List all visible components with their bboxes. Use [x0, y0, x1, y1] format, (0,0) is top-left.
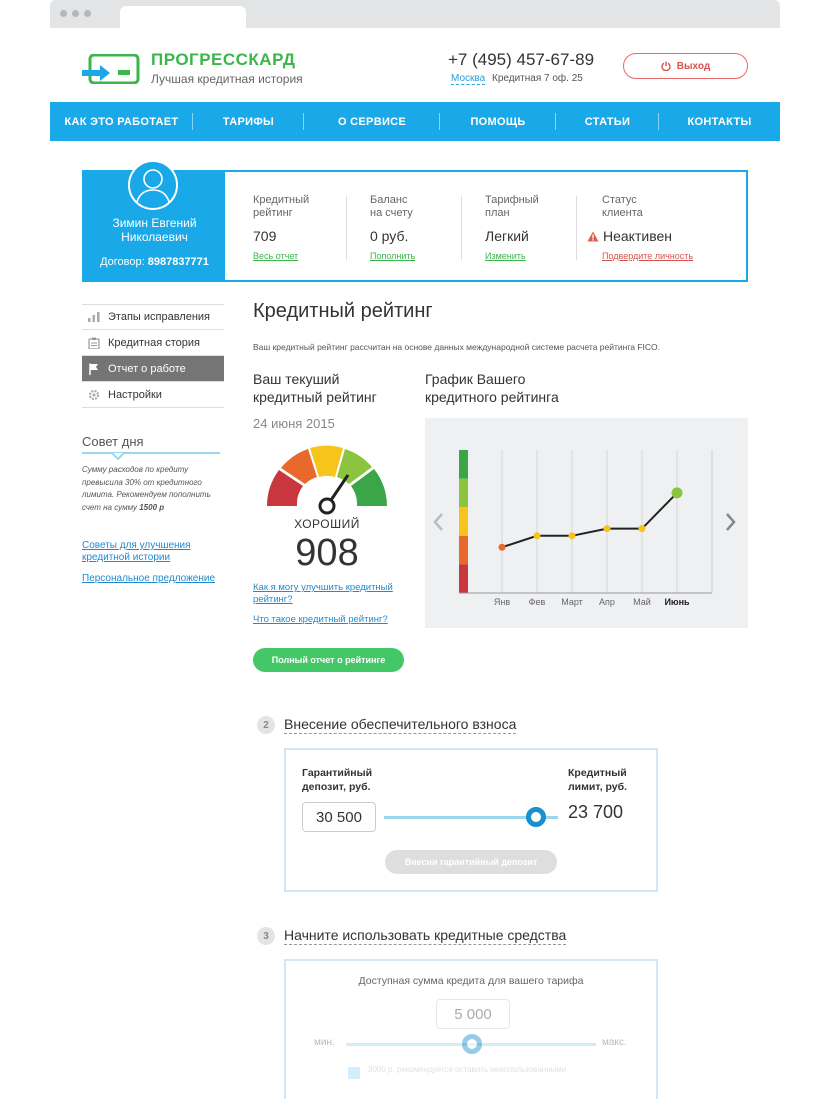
- step-title: Внесение обеспечительного взноса: [284, 716, 517, 732]
- sidebar-item-repair-stages[interactable]: [82, 304, 224, 330]
- full-report-button[interactable]: Полный отчет о рейтинге: [253, 648, 404, 672]
- user-name-line: Николаевич: [121, 230, 188, 244]
- improve-tips-link[interactable]: Советы для улучшения кредитной истории: [82, 540, 191, 563]
- stat-label: Тарифный план: [485, 194, 539, 219]
- chart-next-arrow-icon[interactable]: [727, 514, 734, 530]
- note-checkbox[interactable]: [348, 1067, 360, 1079]
- chart-prev-arrow-icon[interactable]: [435, 514, 442, 530]
- logo-subtitle: Лучшая кредитная история: [151, 72, 303, 86]
- what-is-rating-link[interactable]: Что такое кредитный рейтинг?: [253, 614, 388, 625]
- step-title: Начните использовать кредитные средства: [284, 927, 567, 943]
- change-tariff-link[interactable]: Изменить: [485, 251, 526, 261]
- avatar[interactable]: [128, 160, 178, 210]
- browser-window: [50, 0, 780, 1100]
- rating-category: ХОРОШИЙ: [294, 517, 360, 531]
- logout-label: Выход: [676, 60, 711, 72]
- power-icon: [661, 61, 671, 71]
- deposit-slider-handle[interactable]: [526, 807, 546, 827]
- usage-note: 3000 р. рекомендуется оставить неиспользованными: [368, 1065, 567, 1074]
- rating-band: [459, 479, 468, 508]
- page-title: Кредитный рейтинг: [253, 300, 433, 322]
- contract-number: 8987837771: [147, 256, 209, 268]
- nav-item-articles[interactable]: СТАТЬИ: [556, 102, 659, 141]
- rating-band: [459, 536, 468, 565]
- divider: [461, 196, 462, 260]
- stat-balance: [370, 194, 480, 264]
- sidebar-item-credit-history[interactable]: [82, 330, 224, 356]
- x-tick-label: Март: [561, 597, 583, 607]
- data-point[interactable]: [569, 532, 576, 539]
- rating-value: 908: [295, 532, 359, 574]
- rating-date: 24 июня 2015: [253, 416, 335, 431]
- step-number: 3: [257, 927, 275, 945]
- tip-amount: 1500 р: [139, 502, 165, 512]
- window-dot-icon[interactable]: [72, 10, 79, 17]
- stat-value: Легкий: [485, 228, 529, 244]
- site-header: [50, 28, 780, 102]
- stat-tariff: [485, 194, 595, 264]
- stat-label: Кредитный рейтинг: [253, 194, 310, 219]
- nav-item-about[interactable]: О СЕРВИСЕ: [304, 102, 440, 141]
- x-tick-label: Июнь: [664, 597, 690, 607]
- sidebar-item-work-report[interactable]: [82, 356, 224, 382]
- nav-item-how-it-works[interactable]: КАК ЭТО РАБОТАЕТ: [50, 102, 193, 141]
- rating-band: [459, 507, 468, 536]
- sidebar-item-label: Настройки: [108, 388, 162, 401]
- data-point[interactable]: [672, 487, 683, 498]
- warning-icon: [587, 231, 599, 242]
- credit-usage-box: [284, 959, 658, 1099]
- window-dot-icon[interactable]: [84, 10, 91, 17]
- card-logo-icon[interactable]: [82, 54, 140, 84]
- divider: [346, 196, 347, 260]
- min-label: мин.: [314, 1037, 335, 1048]
- contract-info: [84, 256, 225, 268]
- deposit-label: Гарантийный депозит, руб.: [302, 767, 373, 793]
- stat-label: Статус клиента: [602, 194, 643, 219]
- bar-chart-icon: [88, 312, 100, 322]
- logo-title[interactable]: ПРОГРЕССКАРД: [151, 50, 296, 69]
- office-address: Кредитная 7 оф. 25: [492, 73, 583, 84]
- rating-chart-svg: [425, 418, 748, 628]
- sidebar-item-label: Отчет о работе: [108, 362, 186, 375]
- data-point[interactable]: [534, 532, 541, 539]
- stat-value: [587, 227, 737, 245]
- sidebar-item-label: Кредитная стория: [108, 336, 200, 349]
- stat-client-status: [587, 194, 737, 264]
- divider: [576, 196, 577, 260]
- phone-number[interactable]: +7 (495) 457-67-89: [448, 50, 595, 69]
- sidebar: [82, 304, 224, 585]
- credit-slider-handle[interactable]: [462, 1034, 482, 1054]
- x-tick-label: Апр: [599, 597, 615, 607]
- tip-of-day-title: Совет дня: [82, 434, 144, 449]
- data-point[interactable]: [604, 525, 611, 532]
- limit-label: Кредитный лимит, руб.: [568, 767, 628, 793]
- browser-tab[interactable]: [120, 6, 246, 28]
- user-summary-card: [82, 170, 748, 282]
- stat-value: 0 руб.: [370, 228, 409, 244]
- user-profile: [84, 172, 225, 280]
- tip-pointer-icon: [112, 453, 124, 460]
- current-rating-title: Ваш текуший кредитный рейтинг: [253, 371, 377, 405]
- window-dot-icon[interactable]: [60, 10, 67, 17]
- sidebar-item-settings[interactable]: [82, 382, 224, 408]
- available-amount-label: Доступная сумма кредита для вашего тарифа: [358, 975, 584, 987]
- full-report-link[interactable]: Весь отчет: [253, 251, 299, 261]
- user-silhouette-icon: [130, 162, 176, 208]
- stat-value: 709: [253, 228, 277, 244]
- rating-gauge: [253, 440, 401, 520]
- step-number: 2: [257, 716, 275, 734]
- credit-amount-input[interactable]: 5 000: [436, 999, 510, 1029]
- max-label: макс.: [602, 1037, 627, 1048]
- chart-title: График Вашего кредитного рейтинга: [425, 371, 559, 405]
- rating-band: [459, 450, 468, 479]
- nav-item-help[interactable]: ПОМОЩЬ: [440, 102, 556, 141]
- tip-underline: [82, 452, 220, 454]
- x-tick-label: Май: [633, 597, 651, 607]
- sidebar-item-label: Этапы исправления: [108, 311, 210, 323]
- tip-text: Сумму расходов по кредиту превысила 30% от кредитного лимита. Рекомендуем пополнить счет на сумму 1500 р: [82, 465, 211, 512]
- data-point[interactable]: [639, 525, 646, 532]
- data-point[interactable]: [499, 544, 506, 551]
- top-up-link[interactable]: Пополнить: [370, 251, 416, 261]
- browser-title-bar: [50, 0, 780, 28]
- city-selector[interactable]: Москва: [451, 73, 486, 84]
- user-name: [84, 216, 225, 244]
- user-name-line: Зимин Евгений: [112, 216, 197, 230]
- rating-chart: [425, 418, 748, 628]
- x-tick-label: Фев: [528, 597, 546, 607]
- flag-icon: [88, 363, 100, 375]
- contract-label: Договор:: [100, 256, 145, 268]
- credit-limit-value: 23 700: [568, 802, 624, 822]
- main-nav: [50, 102, 780, 141]
- personal-offer-link[interactable]: Персональное предложение: [82, 573, 216, 584]
- deposit-input[interactable]: 30 500: [302, 802, 376, 832]
- nav-item-contacts[interactable]: КОНТАКТЫ: [687, 115, 752, 128]
- nav-item-tariffs[interactable]: ТАРИФЫ: [193, 102, 304, 141]
- deposit-box: [284, 748, 658, 892]
- deposit-submit-button[interactable]: Внесни гарантийный депозит: [385, 850, 557, 874]
- page-description: Ваш кредитный рейтинг рассчитан на основе данных международной системе расчета рейтинга FICO.: [253, 342, 661, 352]
- x-tick-label: Янв: [493, 597, 511, 607]
- status-text: Неактивен: [603, 228, 672, 244]
- clipboard-icon: [88, 337, 100, 349]
- series-line: [502, 493, 677, 547]
- verify-identity-link[interactable]: Подвердите личность: [602, 251, 694, 261]
- stat-label: Баланс на счету: [370, 194, 413, 219]
- improve-rating-link[interactable]: Как я могу улучшить кредитный рейтинг?: [253, 582, 393, 605]
- rating-band: [459, 564, 468, 593]
- logout-button[interactable]: [623, 53, 748, 79]
- gear-icon: [88, 389, 100, 401]
